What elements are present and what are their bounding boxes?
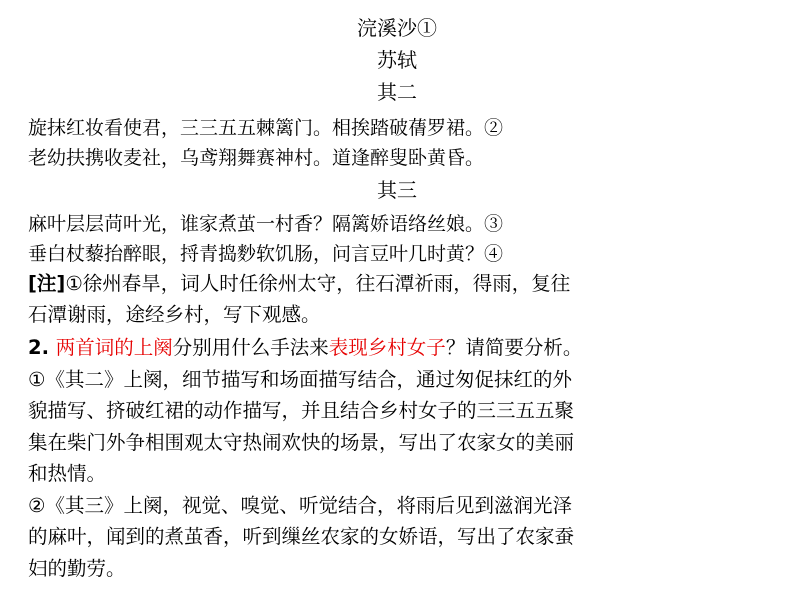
answer1-line-3: 集在柴门外争相围观太守热闹欢快的场景，写出了农家女的美丽 xyxy=(28,431,575,454)
note-label: [注] xyxy=(28,272,66,295)
question-text-1: 分别用什么手法来 xyxy=(172,336,329,359)
question-highlight-1: 两首词的上阕 xyxy=(55,336,173,359)
note-line-1 xyxy=(28,270,788,298)
question-line xyxy=(28,334,788,362)
note-text-1: ①徐州春旱，词人时任徐州太守，往石潭祈雨，得雨，复往 xyxy=(65,272,571,295)
poem2-line-1: 旋抹红妆看使君，三三五五棘篱门。相挨踏破蒨罗裙。② xyxy=(28,117,504,139)
answer2-line-2: 的麻叶，闻到的煮茧香，听到缫丝农家的女娇语，写出了农家蚕 xyxy=(28,525,575,548)
poem3-heading: 其三 xyxy=(377,178,417,202)
answer2-line-1: ②《其三》上阕，视觉、嗅觉、听觉结合，将雨后见到滋润光泽 xyxy=(28,494,572,517)
answer1-line-1: ①《其二》上阕，细节描写和场面描写结合，通过匆促抹红的外 xyxy=(28,368,572,391)
poem3-line-2: 垂白杖藜抬醉眼，捋青捣麨软饥肠，问言豆叶几时黄？④ xyxy=(28,243,504,265)
poem2-line-2: 老幼扶携收麦社，乌鸢翔舞赛神村。道逢醉叟卧黄昏。 xyxy=(28,147,485,169)
question-text-2: ？请简要分析。 xyxy=(445,336,583,359)
answer1-line-4: 和热情。 xyxy=(28,462,107,485)
answer2-line-3: 妇的勤劳。 xyxy=(28,557,126,580)
poem-title: 浣溪沙① xyxy=(357,16,437,40)
answer1-line-2: 貌描写、挤破红裙的动作描写，并且结合乡村女子的三三五五聚 xyxy=(28,399,575,422)
poem3-line-1: 麻叶层层苘叶光，谁家煮茧一村香？隔篱娇语络丝娘。③ xyxy=(28,213,504,235)
poem-author: 苏轼 xyxy=(377,48,417,72)
poem2-heading: 其二 xyxy=(377,80,417,104)
question-highlight-2: 表现乡村女子 xyxy=(328,336,446,359)
note-line-2: 石潭谢雨，途经乡村，写下观感。 xyxy=(28,303,321,326)
question-number: 2. xyxy=(28,336,56,359)
